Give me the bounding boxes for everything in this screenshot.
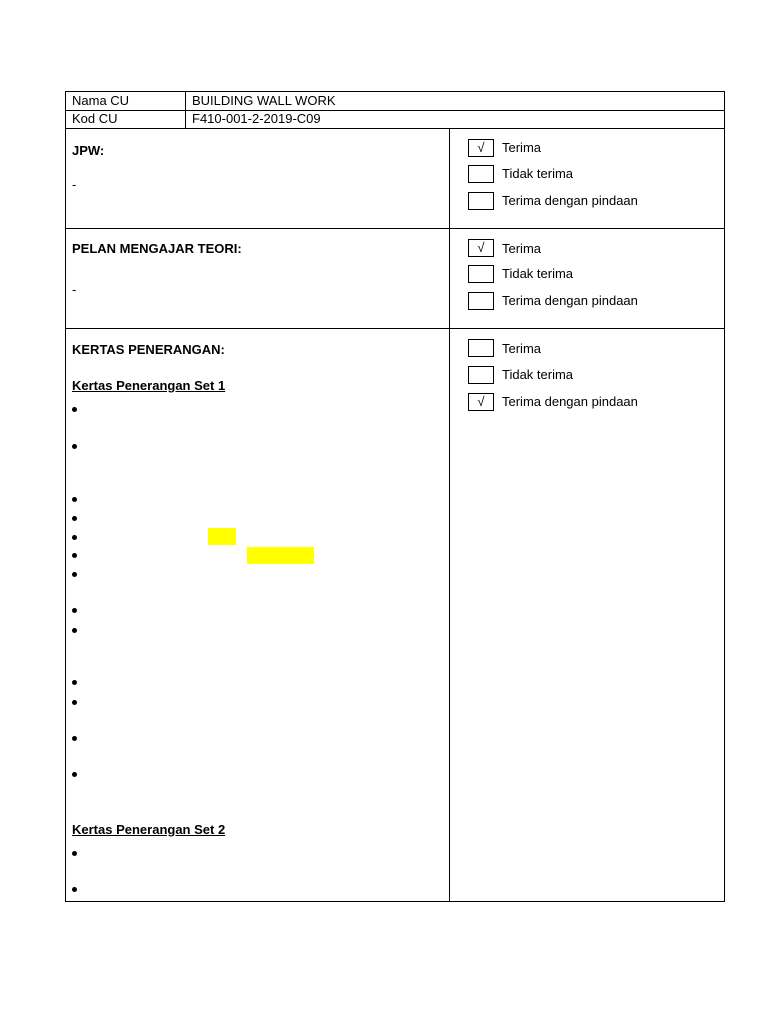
- highlight-mark-1: [208, 528, 236, 545]
- set1-bullet-8: [71, 607, 79, 615]
- pelan-terima-pindaan-checkbox[interactable]: [468, 292, 494, 310]
- table-row-divider-2: [65, 128, 724, 129]
- pelan-terima-label: Terima: [502, 241, 542, 256]
- set1-bullet-10: [71, 679, 79, 687]
- set1-bullet-12: [71, 735, 79, 743]
- set1-bullet-6: [71, 552, 79, 560]
- set2-bullet-2: [71, 886, 79, 894]
- table-border-right: [724, 91, 725, 902]
- kertas-title: KERTAS PENERANGAN:: [72, 342, 225, 357]
- jpw-terima-pindaan-checkbox[interactable]: [468, 192, 494, 210]
- kertas-set1-title: Kertas Penerangan Set 1: [72, 378, 226, 393]
- kertas-tidak-terima-label: Tidak terima: [502, 367, 574, 382]
- kertas-set2-title: Kertas Penerangan Set 2: [72, 822, 226, 837]
- jpw-title: JPW:: [72, 143, 105, 158]
- set1-bullet-13: [71, 771, 79, 779]
- set1-bullet-1: [71, 406, 79, 414]
- jpw-note: -: [72, 177, 77, 192]
- body-column-divider: [449, 128, 450, 902]
- nama-cu-label: Nama CU: [72, 93, 130, 108]
- set1-bullet-11: [71, 699, 79, 707]
- kertas-terima-pindaan-label: Terima dengan pindaan: [502, 394, 638, 409]
- set1-bullet-2: [71, 443, 79, 451]
- set1-bullet-5: [71, 534, 79, 542]
- nama-cu-value: BUILDING WALL WORK: [192, 93, 336, 108]
- kertas-terima-pindaan-checkbox[interactable]: √: [468, 393, 494, 411]
- set1-bullet-4: [71, 515, 79, 523]
- pelan-tidak-terima-label: Tidak terima: [502, 266, 574, 281]
- set2-bullet-1: [71, 850, 79, 858]
- table-row-divider-3: [65, 228, 724, 229]
- jpw-terima-pindaan-label: Terima dengan pindaan: [502, 193, 638, 208]
- pelan-terima-pindaan-label: Terima dengan pindaan: [502, 293, 638, 308]
- jpw-terima-checkbox[interactable]: √: [468, 139, 494, 157]
- set1-bullet-9: [71, 627, 79, 635]
- table-border-bottom: [65, 901, 724, 902]
- table-border-top: [65, 91, 724, 92]
- kertas-terima-label: Terima: [502, 341, 542, 356]
- kertas-terima-checkbox[interactable]: [468, 339, 494, 357]
- pelan-terima-checkbox[interactable]: √: [468, 239, 494, 257]
- kertas-tidak-terima-checkbox[interactable]: [468, 366, 494, 384]
- jpw-tidak-terima-checkbox[interactable]: [468, 165, 494, 183]
- jpw-tidak-terima-label: Tidak terima: [502, 166, 574, 181]
- highlight-mark-2: [247, 547, 314, 564]
- kod-cu-label: Kod CU: [72, 111, 118, 126]
- header-column-divider: [185, 91, 186, 129]
- table-border-left: [65, 91, 66, 902]
- kod-cu-value: F410-001-2-2019-C09: [192, 111, 321, 126]
- table-row-divider-1: [65, 110, 724, 111]
- pelan-tidak-terima-checkbox[interactable]: [468, 265, 494, 283]
- table-row-divider-4: [65, 328, 724, 329]
- pelan-title: PELAN MENGAJAR TEORI:: [72, 241, 242, 256]
- set1-bullet-3: [71, 496, 79, 504]
- set1-bullet-7: [71, 571, 79, 579]
- jpw-terima-label: Terima: [502, 140, 542, 155]
- pelan-note: -: [72, 282, 77, 297]
